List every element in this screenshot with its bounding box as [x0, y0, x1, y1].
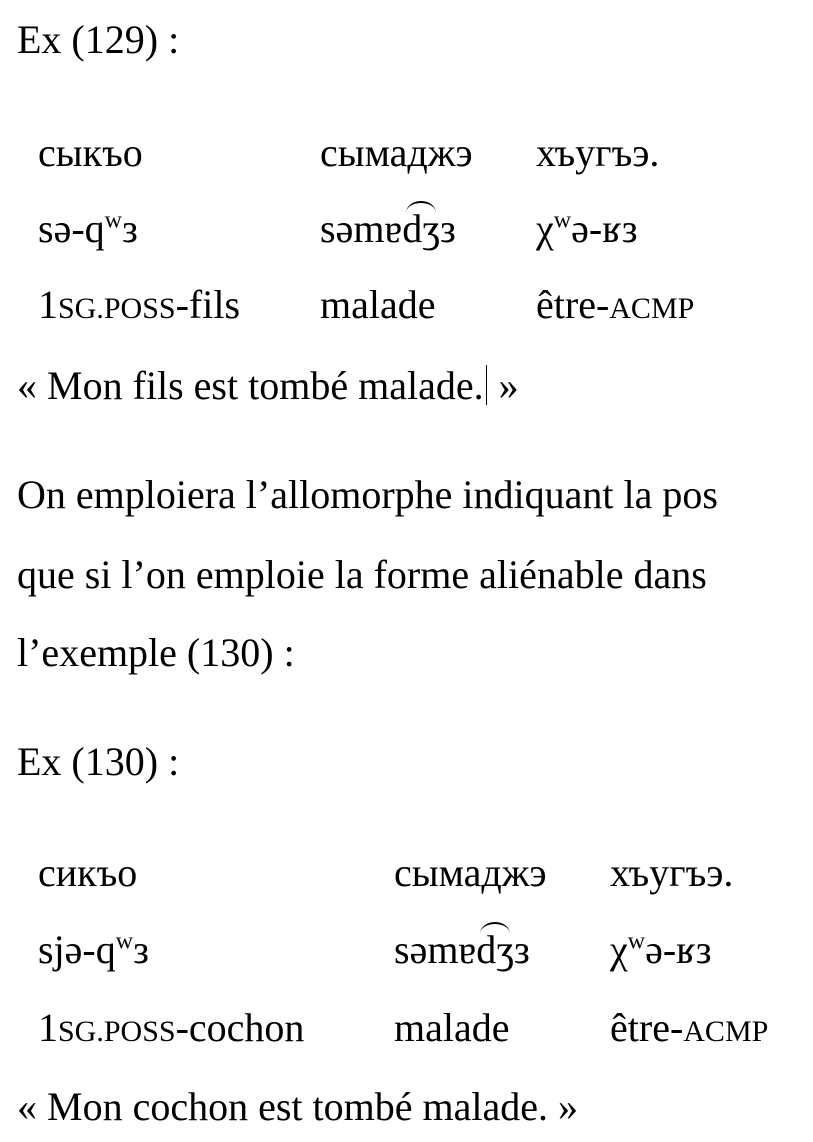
ex129-translation: « Mon fils est tombé malade. » — [17, 363, 519, 408]
ex130-cyrillic-word-1: сикъо — [38, 850, 138, 895]
example-130-label: Ex (130) : — [17, 739, 180, 784]
ex130-gloss-word-3: être-ACMP — [610, 1005, 769, 1050]
ex129-ipa-word-2: səmɐdʒз — [320, 206, 456, 251]
ex129-gloss-word-2: malade — [320, 282, 436, 327]
paragraph-line-1: On emploiera l’allomorphe indiquant la pos — [17, 472, 718, 517]
ex129-gloss-word-1: 1SG.POSS-fils — [38, 282, 241, 327]
tie-bar: dʒ — [402, 206, 440, 251]
paragraph-line-2: que si l’on emploie la forme aliénable dans — [17, 552, 707, 597]
ex129-cyrillic-word-2: сымаджэ — [320, 130, 473, 175]
ex130-translation: « Mon cochon est tombé malade. » — [17, 1084, 578, 1129]
ex130-ipa-word-3: $\chi^wə-ʁз$ — [610, 927, 712, 972]
ex130-gloss-word-1: 1SG.POSS-cochon — [38, 1005, 305, 1050]
example-129-label: Ex (129) : — [17, 17, 180, 62]
ex129-ipa-word-1: $sə-q^wз$ — [38, 206, 138, 251]
ex130-gloss-word-2: malade — [394, 1005, 510, 1050]
tie-bar: dʒ — [476, 927, 514, 972]
ex129-cyrillic-word-1: сыкъо — [38, 130, 143, 175]
ex129-cyrillic-word-3: хъугъэ. — [536, 130, 660, 175]
ex130-ipa-word-1: sjə-$q^wз$ — [38, 927, 149, 972]
paragraph-line-3: l’exemple (130) : — [17, 630, 295, 675]
ex129-ipa-word-3: $\chi^wə-ʁз$ — [536, 206, 638, 251]
text-cursor — [486, 365, 487, 405]
ex130-cyrillic-word-3: хъугъэ. — [610, 850, 734, 895]
ex130-cyrillic-word-2: сымаджэ — [394, 850, 547, 895]
ex130-ipa-word-2: səmɐdʒз — [394, 927, 530, 972]
ex129-gloss-word-3: être-ACMP — [536, 282, 695, 327]
